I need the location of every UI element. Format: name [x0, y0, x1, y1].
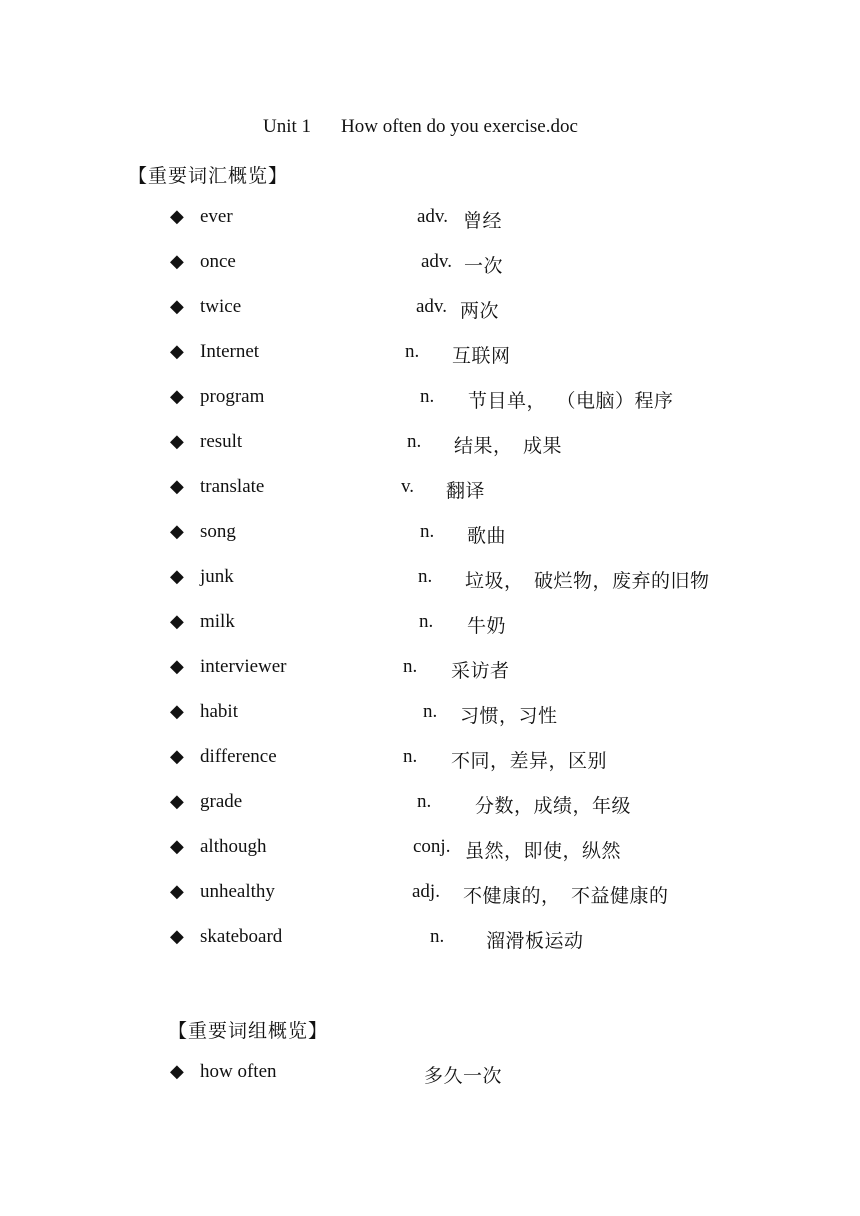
- diamond-bullet-icon: ◆: [170, 206, 184, 227]
- vocab-meaning: 两次: [460, 301, 500, 322]
- title-unit: Unit 1: [263, 116, 312, 137]
- vocab-meaning: 歌曲: [467, 526, 507, 547]
- vocab-part-of-speech: n.: [407, 431, 422, 452]
- vocab-meaning: 不健康的， 不益健康的: [463, 886, 669, 907]
- vocab-part-of-speech: n.: [403, 746, 418, 767]
- vocab-part-of-speech: n.: [430, 926, 445, 947]
- vocab-part-of-speech: n.: [405, 341, 420, 362]
- vocab-part-of-speech: adv.: [421, 251, 452, 272]
- vocab-part-of-speech: adv.: [416, 296, 447, 317]
- diamond-bullet-icon: ◆: [170, 836, 184, 857]
- vocab-part-of-speech: conj.: [413, 836, 451, 857]
- vocab-part-of-speech: n.: [419, 611, 434, 632]
- diamond-bullet-icon: ◆: [170, 296, 184, 317]
- diamond-bullet-icon: ◆: [170, 746, 184, 767]
- vocab-word: grade: [200, 791, 243, 812]
- vocab-word: result: [200, 431, 243, 452]
- document-title: [263, 116, 578, 138]
- vocab-word: once: [200, 251, 236, 272]
- vocab-meaning: 虽然，即使，纵然: [465, 841, 622, 862]
- vocab-word: unhealthy: [200, 881, 275, 902]
- diamond-bullet-icon: ◆: [170, 701, 184, 722]
- diamond-bullet-icon: ◆: [170, 926, 184, 947]
- diamond-bullet-icon: ◆: [170, 566, 184, 587]
- diamond-bullet-icon: ◆: [170, 386, 184, 407]
- vocab-meaning: 垃圾， 破烂物，废弃的旧物: [465, 571, 710, 592]
- vocab-word: junk: [200, 566, 234, 587]
- vocab-part-of-speech: n.: [420, 386, 435, 407]
- diamond-bullet-icon: ◆: [170, 791, 184, 812]
- diamond-bullet-icon: ◆: [170, 521, 184, 542]
- vocab-meaning: 互联网: [452, 346, 511, 367]
- vocab-word: although: [200, 836, 267, 857]
- vocab-word: Internet: [200, 341, 260, 362]
- vocab-part-of-speech: adj.: [412, 881, 440, 902]
- vocab-part-of-speech: n.: [418, 566, 433, 587]
- vocab-meaning: 牛奶: [467, 616, 507, 637]
- vocab-meaning: 翻译: [446, 481, 486, 502]
- vocab-word: habit: [200, 701, 238, 722]
- diamond-bullet-icon: ◆: [170, 881, 184, 902]
- diamond-bullet-icon: ◆: [170, 431, 184, 452]
- vocab-word: interviewer: [200, 656, 287, 677]
- vocab-word: song: [200, 521, 236, 542]
- vocab-word: ever: [200, 206, 233, 227]
- vocab-word: difference: [200, 746, 277, 767]
- title-text: How often do you exercise.doc: [341, 116, 578, 137]
- vocab-meaning: 习惯，习性: [460, 706, 558, 727]
- vocab-meaning: 结果， 成果: [454, 436, 563, 457]
- diamond-bullet-icon: ◆: [170, 611, 184, 632]
- vocab-part-of-speech: n.: [417, 791, 432, 812]
- vocab-part-of-speech: n.: [403, 656, 418, 677]
- diamond-bullet-icon: ◆: [170, 251, 184, 272]
- diamond-bullet-icon: ◆: [170, 656, 184, 677]
- phrase-meaning: 多久一次: [424, 1066, 503, 1087]
- vocab-meaning: 溜滑板运动: [486, 931, 584, 952]
- vocab-part-of-speech: adv.: [417, 206, 448, 227]
- phrase-text: how often: [200, 1061, 277, 1082]
- vocab-meaning: 采访者: [451, 661, 510, 682]
- vocab-part-of-speech: n.: [420, 521, 435, 542]
- vocab-meaning: 不同，差异，区别: [451, 751, 608, 772]
- vocab-meaning: 一次: [464, 256, 504, 277]
- vocab-word: program: [200, 386, 265, 407]
- vocab-meaning: 曾经: [463, 211, 503, 232]
- diamond-bullet-icon: ◆: [170, 341, 184, 362]
- vocab-word: twice: [200, 296, 242, 317]
- vocab-word: translate: [200, 476, 265, 497]
- diamond-bullet-icon: ◆: [170, 1061, 184, 1082]
- vocab-meaning: 分数，成绩，年级: [475, 796, 632, 817]
- phrase-section-heading: 【重要词组概览】: [168, 1021, 329, 1042]
- vocab-part-of-speech: v.: [401, 476, 415, 497]
- vocab-word: skateboard: [200, 926, 283, 947]
- vocabulary-section-heading: 【重要词汇概览】: [128, 166, 289, 187]
- vocab-word: milk: [200, 611, 235, 632]
- diamond-bullet-icon: ◆: [170, 476, 184, 497]
- vocab-meaning: 节目单， （电脑）程序: [468, 391, 674, 412]
- vocab-part-of-speech: n.: [423, 701, 438, 722]
